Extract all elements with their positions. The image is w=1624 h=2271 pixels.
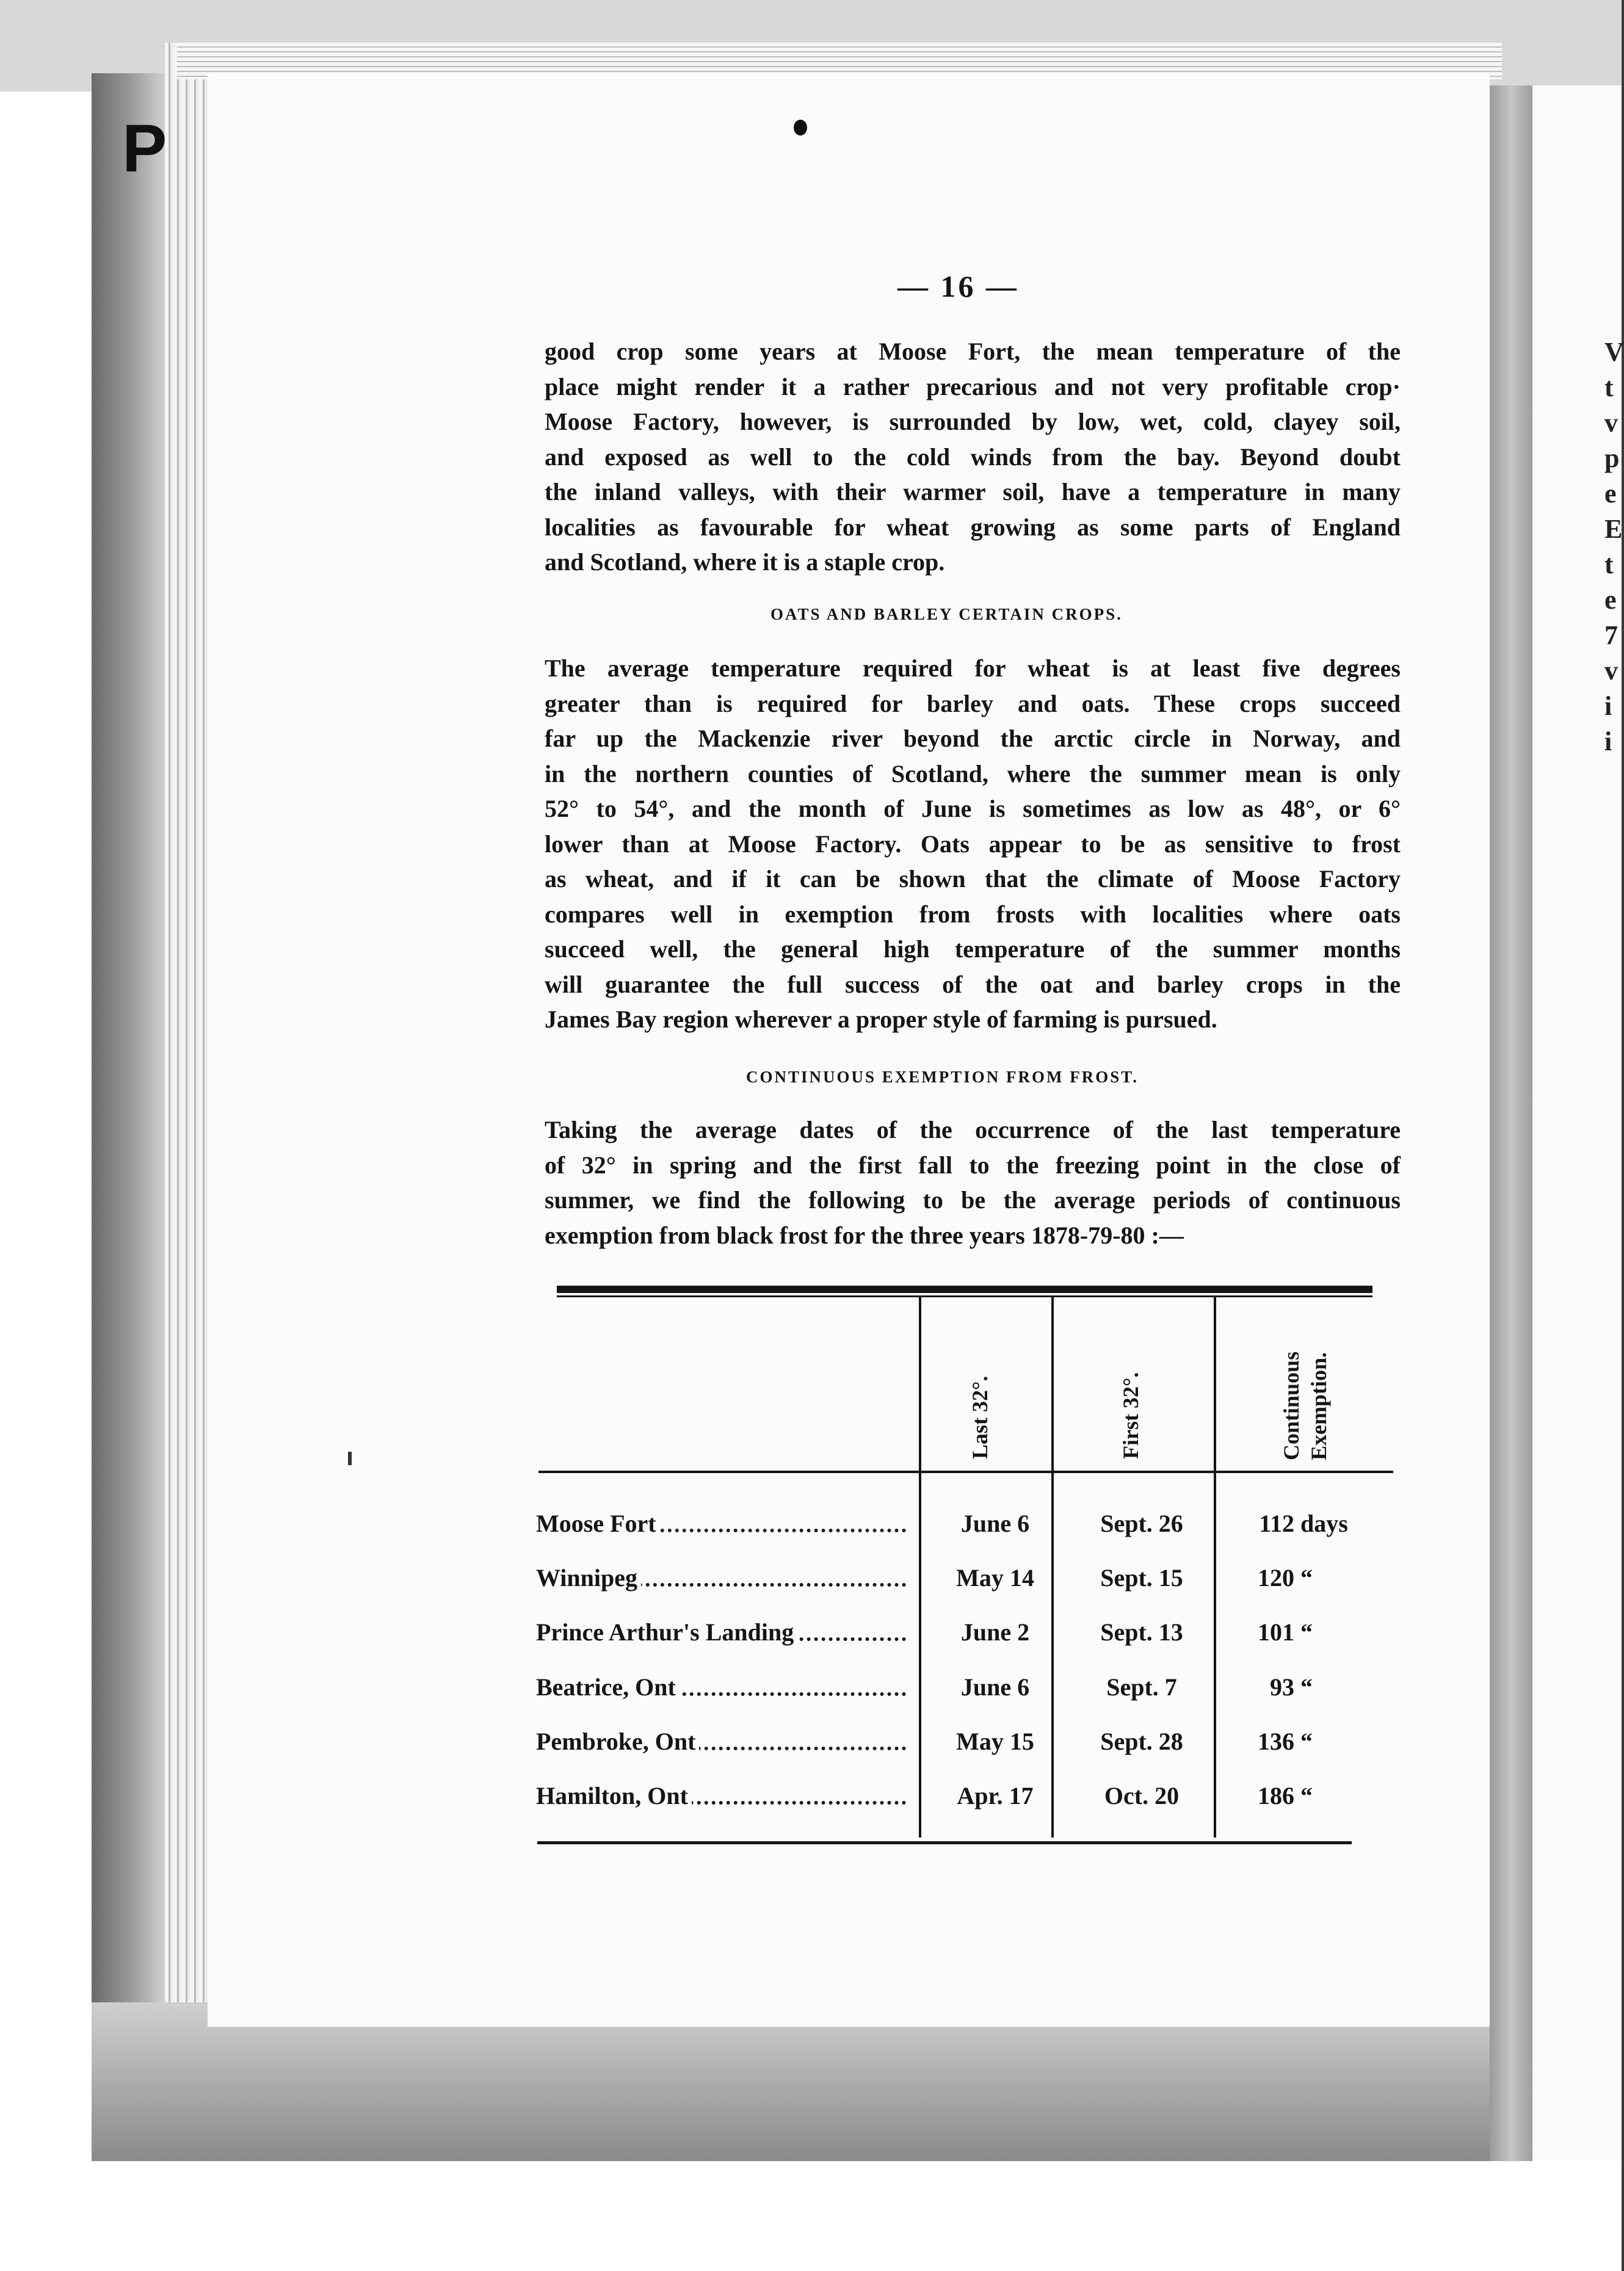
row-last-frost: June 2 (960, 1618, 1030, 1646)
row-unit: “ (1300, 1728, 1313, 1755)
text-line: and Scotland, where it is a staple crop. (545, 548, 945, 576)
row-place (536, 1727, 906, 1756)
column-divider-3 (1214, 1297, 1216, 1838)
header-first-32: First 32°. (1118, 1372, 1143, 1459)
facing-page-letter: i (1604, 691, 1612, 721)
row-last-frost: May 14 (956, 1564, 1034, 1592)
section-heading-oats-barley: OATS AND BARLEY CERTAIN CROPS. (770, 605, 1123, 623)
text-line: greater than is required for barley and oats. These crops succeed (545, 689, 1401, 717)
place-name: Winnipeg (536, 1564, 641, 1592)
text-line: and exposed as well to the cold winds from the bay. Beyond doubt (545, 443, 1401, 471)
text-line: of 32° in spring and the first fall to the freezing point in the close of (545, 1151, 1401, 1179)
page-number: — 16 — (897, 269, 1019, 303)
text-line: good crop some years at Moose Fort, the mean temperature of the (545, 338, 1401, 365)
facing-page-letter: t (1604, 372, 1614, 402)
row-last-frost: May 15 (956, 1728, 1034, 1755)
facing-page-letter: e (1604, 585, 1617, 615)
row-place (536, 1563, 906, 1593)
text-line: James Bay region wherever a proper style of farming is pursued. (545, 1005, 1217, 1033)
row-unit: “ (1300, 1673, 1313, 1701)
facing-page-letter: v (1604, 656, 1618, 686)
table-header-rule (538, 1471, 1393, 1473)
row-first-frost: Sept. 28 (1100, 1728, 1183, 1755)
facing-page-letter: e (1604, 479, 1617, 509)
text-line: 52° to 54°, and the month of June is sometimes as low as 48°, or 6° (545, 795, 1401, 822)
row-unit: days (1300, 1510, 1348, 1537)
place-name: Moose Fort (536, 1510, 660, 1537)
row-unit: “ (1300, 1782, 1313, 1809)
row-days: 93 (1270, 1673, 1294, 1701)
row-unit: “ (1300, 1618, 1313, 1646)
page-edges-left (165, 43, 214, 2008)
row-days: 136 (1258, 1728, 1294, 1755)
facing-page-letter: V (1604, 337, 1624, 367)
text-line: compares well in exemption from frosts with localities where oats (545, 900, 1401, 928)
place-name: Pembroke, Ont (536, 1728, 699, 1755)
row-place (536, 1509, 906, 1538)
row-last-frost: June 6 (960, 1673, 1030, 1701)
facing-page-letter: i (1604, 726, 1612, 756)
row-place (536, 1673, 906, 1702)
text-line: as wheat, and if it can be shown that the climate of Moose Factory (545, 865, 1401, 893)
facing-page-letter: t (1604, 549, 1614, 579)
row-first-frost: Sept. 13 (1100, 1618, 1183, 1646)
text-line: will guarantee the full success of the oat and barley crops in the (545, 970, 1401, 998)
section-heading-exemption: CONTINUOUS EXEMPTION FROM FROST. (746, 1068, 1139, 1086)
row-first-frost: Oct. 20 (1104, 1782, 1180, 1809)
column-divider-1 (919, 1297, 921, 1838)
row-first-frost: Sept. 26 (1100, 1510, 1183, 1537)
facing-page-letter: 7 (1604, 620, 1618, 650)
text-line: localities as favourable for wheat growing as some parts of England (545, 513, 1401, 541)
text-line: Moose Factory, however, is surrounded by low, wet, cold, clayey soil, (545, 408, 1401, 435)
ink-speck (348, 1452, 352, 1465)
column-divider-2 (1051, 1297, 1054, 1838)
row-days: 112 (1259, 1510, 1294, 1537)
text-line: far up the Mackenzie river beyond the arctic circle in Norway, and (545, 725, 1401, 752)
table-top-rule-thin (557, 1295, 1372, 1297)
row-place (536, 1618, 906, 1647)
place-name: Prince Arthur's Landing (536, 1618, 797, 1646)
row-last-frost: June 6 (960, 1510, 1030, 1537)
header-continuous: Continuous (1279, 1351, 1303, 1460)
row-days: 101 (1258, 1618, 1294, 1646)
place-name: Beatrice, Ont (536, 1673, 680, 1701)
paragraph-wheat-conclusion (545, 334, 1401, 580)
row-days: 120 (1258, 1564, 1294, 1592)
row-last-frost: Apr. 17 (957, 1782, 1034, 1809)
text-line: in the northern counties of Scotland, where the summer mean is only (545, 759, 1401, 788)
facing-page-letter: v (1604, 408, 1618, 438)
row-place (536, 1781, 906, 1811)
header-exemption: Exemption. (1307, 1352, 1331, 1460)
header-last-32: Last 32°. (968, 1375, 992, 1459)
text-line: succeed well, the general high temperature of the summer months (545, 935, 1401, 963)
facing-page-text (1604, 335, 1622, 759)
facing-page-letter: p (1604, 443, 1620, 473)
text-line: place might render it a rather precarious and not very profitable crop· (545, 372, 1401, 400)
facing-page-letter: E (1604, 514, 1623, 544)
corner-letter: P (122, 111, 167, 186)
text-line: exemption from black frost for the three years 1878-79-80 :— (545, 1221, 1184, 1249)
book-gutter (1490, 85, 1532, 2161)
row-first-frost: Sept. 7 (1106, 1673, 1177, 1701)
table-bottom-rule (537, 1841, 1352, 1844)
text-line: The average temperature required for wheat is at least five degrees (545, 654, 1401, 682)
text-line: the inland valleys, with their warmer soil, have a temperature in many (545, 478, 1401, 505)
text-line: summer, we find the following to be the average periods of continuous (545, 1186, 1401, 1214)
paragraph-oats-barley (545, 651, 1401, 1037)
paragraph-exemption-intro (545, 1112, 1401, 1253)
place-name: Hamilton, Ont (536, 1782, 692, 1809)
row-unit: “ (1300, 1564, 1313, 1592)
row-days: 186 (1258, 1782, 1294, 1809)
text-line: lower than at Moose Factory. Oats appear to be as sensitive to frost (545, 830, 1401, 858)
table-top-rule (557, 1286, 1372, 1293)
row-first-frost: Sept. 15 (1100, 1564, 1183, 1592)
text-line: Taking the average dates of the occurrence of the last temperature (545, 1116, 1401, 1143)
ink-dot (794, 120, 807, 136)
